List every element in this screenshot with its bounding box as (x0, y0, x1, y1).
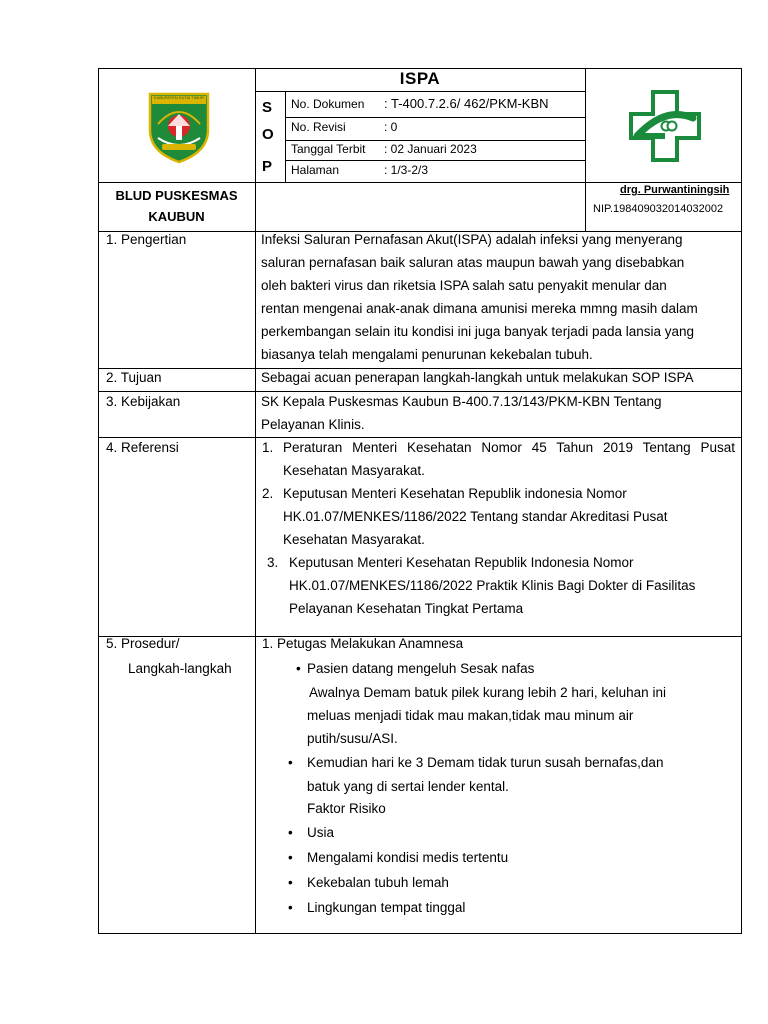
text-line: Infeksi Saluran Pernafasan Akut(ISPA) adalah infeksi yang menyerang (261, 232, 683, 247)
bullet-icon: • (288, 825, 293, 840)
issue-date-label: Tanggal Terbit (291, 142, 366, 156)
section-label-tujuan: 2. Tujuan (106, 370, 162, 385)
column-divider-left (255, 68, 256, 934)
text-line: perkembangan selain itu kondisi ini juga banyak terjadi pada lansia yang (261, 324, 695, 339)
referensi-list (261, 436, 735, 620)
tujuan-text: Sebagai acuan penerapan langkah-langkah untuk melakukan SOP ISPA (261, 370, 694, 385)
list-text: Peraturan Menteri Kesehatan Nomor 45 Tahun 2019 Tentang Pusat (283, 440, 735, 455)
revision-value: : 0 (384, 120, 398, 134)
section-label-prosedur-sub: Langkah-langkah (128, 661, 232, 676)
sop-letter-o: O (262, 126, 274, 143)
text-line: oleh bakteri virus dan riketsia ISPA salah satu penyakit menular dan (261, 278, 667, 293)
doc-row-divider (285, 160, 585, 161)
page-title: ISPA (399, 69, 441, 88)
procedure-text-line: Awalnya Demam batuk pilek kurang lebih 2 hari, keluhan ini (309, 685, 666, 700)
procedure-bullet-1: Pasien datang mengeluh Sesak nafas (307, 661, 535, 676)
page-label: Halaman (291, 163, 340, 177)
section-label-referensi: 4. Referensi (106, 440, 179, 455)
kebijakan-text (261, 390, 662, 436)
signer-name: drg. Purwantiningsih (620, 184, 730, 196)
text-line: rentan mengenai anak-anak dimana amunisi mereka mmng masih dalam (261, 301, 698, 316)
list-number: 1. (262, 440, 274, 455)
bullet-icon: • (288, 900, 293, 915)
risk-factor-item: Kekebalan tubuh lemah (307, 875, 449, 890)
procedure-text-line: meluas menjadi tidak mau makan,tidak mau minum air (307, 708, 634, 723)
risk-factor-heading: Faktor Risiko (307, 801, 386, 816)
list-text: Kesehatan Masyarakat. (283, 463, 425, 478)
issue-date-value: : 02 Januari 2023 (384, 142, 477, 156)
signer-nip: NIP.198409032014032002 (593, 203, 724, 215)
bullet-icon: • (288, 875, 293, 890)
text-line: Pelayanan Klinis. (261, 417, 365, 432)
bullet-icon: • (288, 755, 293, 770)
text-line: biasanya telah mengalami penurunan kekebalan tubuh. (261, 347, 593, 362)
doc-number-label: No. Dokumen (291, 97, 365, 111)
bullet-icon: • (288, 850, 293, 865)
column-divider-right (585, 68, 586, 231)
doc-number-value: : T-400.7.2.6/ 462/PKM-KBN (384, 96, 549, 111)
title-divider (255, 91, 585, 92)
institution-name-line1: BLUD PUSKESMAS (115, 188, 238, 203)
page-value: : 1/3-2/3 (384, 163, 429, 177)
sop-letter-p: P (262, 158, 273, 175)
regency-emblem-logo (146, 90, 212, 164)
risk-factor-item: Usia (307, 825, 335, 840)
text-line: saluran pernafasan baik saluran atas maupun bawah yang disebabkan (261, 255, 685, 270)
list-text: HK.01.07/MENKES/1186/2022 Praktik Klinis Bagi Dokter di Fasilitas (289, 578, 696, 593)
sop-letter-divider (285, 91, 286, 182)
institution-name-line2: KAUBUN (148, 209, 205, 224)
pengertian-text (261, 228, 737, 366)
list-number: 3. (267, 555, 279, 570)
section-label-prosedur: 5. Prosedur/ (106, 636, 180, 651)
list-text: HK.01.07/MENKES/1186/2022 Tentang standar Akreditasi Pusat (283, 509, 668, 524)
revision-label: No. Revisi (291, 120, 346, 134)
procedure-bullet-2: Kemudian hari ke 3 Demam tidak turun susah bernafas,dan (307, 755, 664, 770)
list-text: Pelayanan Kesehatan Tingkat Pertama (289, 601, 524, 616)
text-line: SK Kepala Puskesmas Kaubun B-400.7.13/143/PKM-KBN Tentang (261, 394, 662, 409)
doc-row-divider (285, 117, 585, 118)
procedure-text-line: putih/susu/ASI. (307, 731, 398, 746)
bullet-icon: • (296, 661, 301, 676)
section-label-pengertian: 1. Pengertian (106, 232, 187, 247)
list-text: Keputusan Menteri Kesehatan Republik indonesia Nomor (283, 486, 627, 501)
list-item (261, 482, 735, 551)
list-text: Kesehatan Masyarakat. (283, 532, 425, 547)
list-item (261, 551, 735, 620)
section-label-kebijakan: 3. Kebijakan (106, 394, 181, 409)
risk-factor-item: Lingkungan tempat tinggal (307, 900, 466, 915)
puskesmas-logo (627, 88, 703, 164)
list-text: Keputusan Menteri Kesehatan Republik Indonesia Nomor (289, 555, 634, 570)
procedure-step-1: 1. Petugas Melakukan Anamnesa (262, 636, 464, 651)
list-number: 2. (262, 486, 274, 501)
risk-factor-item: Mengalami kondisi medis tertentu (307, 850, 509, 865)
procedure-text-line: batuk yang di sertai lender kental. (307, 779, 509, 794)
list-item (261, 436, 735, 482)
sop-letter-s: S (262, 99, 273, 116)
regency-logo-text: KABUPATEN KUTAI TIMUR (154, 95, 204, 100)
